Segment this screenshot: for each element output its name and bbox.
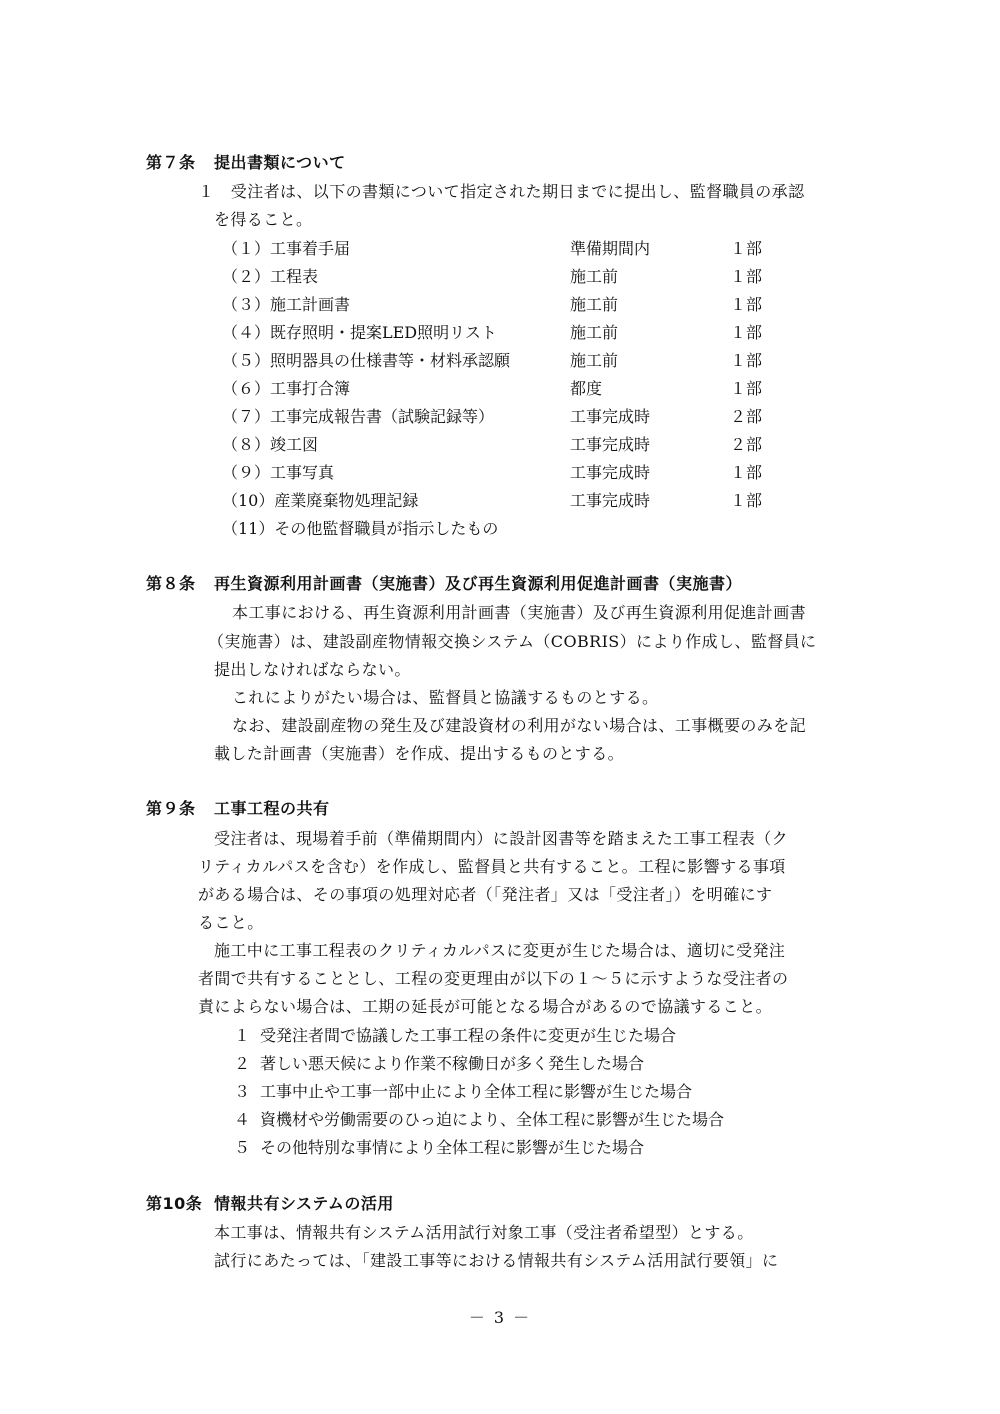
document-name: （２）工程表 <box>222 267 319 286</box>
reason-list-item <box>234 1135 644 1158</box>
reason-text: その他特別な事情により全体工程に影響が生じた場合 <box>260 1138 645 1157</box>
paragraph-line: これによりがたい場合は、監督員と協議するものとする。 <box>232 688 659 707</box>
copy-count: １部 <box>730 463 763 482</box>
document-name: （６）工事打合簿 <box>222 379 351 398</box>
reason-number: ３ <box>234 1082 251 1101</box>
reason-text: 工事中止や工事一部中止により全体工程に影響が生じた場合 <box>260 1082 693 1101</box>
document-name: （９）工事写真 <box>222 463 335 482</box>
document-list-item <box>222 292 782 316</box>
reason-number: ４ <box>234 1110 251 1129</box>
submission-timing: 施工前 <box>570 267 619 286</box>
paragraph-line: ること。 <box>198 913 264 932</box>
reason-list-item <box>234 1023 676 1046</box>
submission-timing: 施工前 <box>570 351 619 370</box>
reason-text: 著しい悪天候により作業不稼働日が多く発生した場合 <box>260 1054 645 1073</box>
paragraph-line: 載した計画書（実施書）を作成、提出するものとする。 <box>214 744 625 763</box>
submission-timing: 準備期間内 <box>570 239 651 258</box>
reason-number: １ <box>234 1026 251 1045</box>
document-name: （10）産業廃棄物処理記録 <box>222 491 419 510</box>
document-name: （11）その他監督職員が指示したもの <box>222 519 499 538</box>
paragraph-line: 提出しなければならない。 <box>214 660 411 679</box>
submission-timing: 工事完成時 <box>570 435 651 454</box>
submission-timing: 施工前 <box>570 323 619 342</box>
paragraph-line: 受注者は、現場着手前（準備期間内）に設計図書等を踏まえた工事工程表（ク <box>214 829 789 848</box>
document-list-item <box>222 516 782 540</box>
submission-timing: 都度 <box>570 379 603 398</box>
document-name: （５）照明器具の仕様書等・材料承認願 <box>222 351 511 370</box>
paragraph-line: （実施書）は、建設副産物情報交換システム（COBRIS）により作成し、監督員に <box>208 632 817 651</box>
copy-count: ２部 <box>730 435 763 454</box>
submission-timing: 工事完成時 <box>570 407 651 426</box>
article-number: 第10条 <box>146 1194 203 1213</box>
document-name: （７）工事完成報告書（試験記録等） <box>222 407 495 426</box>
article-number: 第９条 <box>146 799 196 818</box>
article-number: 第８条 <box>146 574 196 593</box>
paragraph-line: １ 受注者は、以下の書類について指定された期日までに提出し、監督職員の承認 <box>198 182 805 201</box>
document-list-item <box>222 236 782 260</box>
article-9-heading <box>146 796 330 819</box>
copy-count: １部 <box>730 491 763 510</box>
paragraph-line: 試行にあたっては、「建設工事等における情報共有システム活用試行要領」に <box>214 1251 779 1270</box>
document-name: （８）竣工図 <box>222 435 319 454</box>
page-number: － 3 － <box>468 1308 532 1327</box>
copy-count: １部 <box>730 295 763 314</box>
paragraph-line: 本工事は、情報共有システム活用試行対象工事（受注者希望型）とする。 <box>214 1223 754 1242</box>
submission-timing: 工事完成時 <box>570 491 651 510</box>
article-10-heading <box>146 1191 394 1214</box>
copy-count: １部 <box>730 351 763 370</box>
reason-number: ５ <box>234 1138 251 1157</box>
paragraph-line: リティカルパスを含む）を作成し、監督員と共有すること。工程に影響する事項 <box>198 857 786 876</box>
document-list-item <box>222 348 782 372</box>
copy-count: １部 <box>730 239 763 258</box>
document-name: （４）既存照明・提案LED照明リスト <box>222 323 497 342</box>
paragraph-line: を得ること。 <box>214 210 313 229</box>
document-name: （１）工事着手届 <box>222 239 351 258</box>
reason-list-item <box>234 1107 724 1130</box>
reason-text: 受発注者間で協議した工事工程の条件に変更が生じた場合 <box>260 1026 677 1045</box>
paragraph-line: がある場合は、その事項の処理対応者（「発注者」又は「受注者」）を明確にす <box>198 885 773 904</box>
article-7-heading <box>146 150 346 173</box>
paragraph-line: 責によらない場合は、工期の延長が可能となる場合があるので協議すること。 <box>198 997 773 1016</box>
article-title: 工事工程の共有 <box>214 799 330 818</box>
submission-timing: 工事完成時 <box>570 463 651 482</box>
document-list-item <box>222 404 782 428</box>
copy-count: １部 <box>730 267 763 286</box>
reason-list-item <box>234 1051 644 1074</box>
document-list-item <box>222 488 782 512</box>
reason-list-item <box>234 1079 692 1102</box>
paragraph-line: なお、建設副産物の発生及び建設資材の利用がない場合は、工事概要のみを記 <box>232 716 807 735</box>
submission-timing: 施工前 <box>570 295 619 314</box>
reason-number: ２ <box>234 1054 251 1073</box>
paragraph-line: 本工事における、再生資源利用計画書（実施書）及び再生資源利用促進計画書 <box>232 603 807 622</box>
document-name: （３）施工計画書 <box>222 295 351 314</box>
document-list-item <box>222 320 782 344</box>
copy-count: ２部 <box>730 407 763 426</box>
copy-count: １部 <box>730 323 763 342</box>
document-list-item <box>222 376 782 400</box>
paragraph-line: 者間で共有することとし、工程の変更理由が以下の１～５に示すような受注者の <box>198 969 789 988</box>
paragraph-line: 施工中に工事工程表のクリティカルパスに変更が生じた場合は、適切に受発注 <box>214 941 786 960</box>
document-list-item <box>222 460 782 484</box>
article-title: 提出書類について <box>214 153 346 172</box>
reason-text: 資機材や労働需要のひっ迫により、全体工程に影響が生じた場合 <box>260 1110 725 1129</box>
article-title: 情報共有システムの活用 <box>214 1194 394 1213</box>
article-8-heading <box>146 571 742 594</box>
document-list-item <box>222 264 782 288</box>
article-number: 第７条 <box>146 153 196 172</box>
article-title: 再生資源利用計画書（実施書）及び再生資源利用促進計画書（実施書） <box>214 574 743 593</box>
copy-count: １部 <box>730 379 763 398</box>
document-list-item <box>222 432 782 456</box>
